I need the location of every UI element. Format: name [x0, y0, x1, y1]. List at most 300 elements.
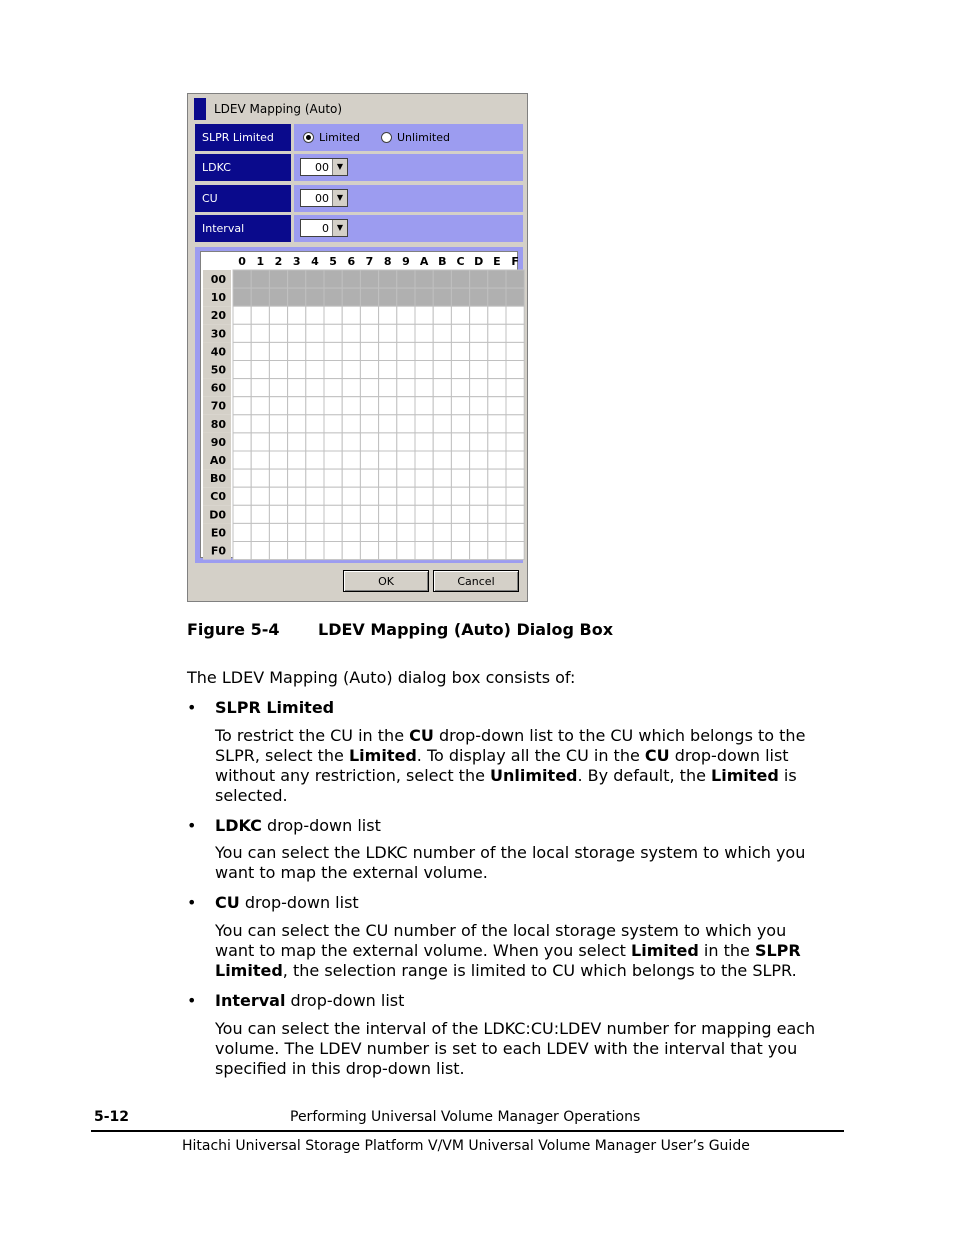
grid-cell[interactable]: [451, 415, 469, 433]
grid-cell[interactable]: [342, 270, 360, 288]
grid-cell[interactable]: [506, 505, 524, 523]
grid-cell[interactable]: [288, 415, 306, 433]
grid-cell[interactable]: [506, 487, 524, 505]
grid-cell[interactable]: [451, 523, 469, 541]
grid-cell[interactable]: [397, 288, 415, 306]
grid-cell[interactable]: [324, 469, 342, 487]
grid-cell[interactable]: [342, 342, 360, 360]
grid-cell[interactable]: [415, 361, 433, 379]
grid-cell[interactable]: [342, 361, 360, 379]
grid-cell[interactable]: [379, 523, 397, 541]
grid-cell[interactable]: [379, 288, 397, 306]
grid-cell[interactable]: [288, 288, 306, 306]
grid-cell[interactable]: [433, 361, 451, 379]
grid-cell[interactable]: [306, 270, 324, 288]
grid-cell[interactable]: [379, 361, 397, 379]
grid-cell[interactable]: [415, 469, 433, 487]
grid-cell[interactable]: [415, 324, 433, 342]
grid-cell[interactable]: [269, 415, 287, 433]
radio-limited[interactable]: [303, 131, 360, 144]
grid-cell[interactable]: [306, 288, 324, 306]
grid-cell[interactable]: [324, 433, 342, 451]
grid-cell[interactable]: [470, 505, 488, 523]
grid-cell[interactable]: [306, 505, 324, 523]
grid-cell[interactable]: [251, 324, 269, 342]
grid-cell[interactable]: [433, 469, 451, 487]
grid-cell[interactable]: [306, 379, 324, 397]
grid-cell[interactable]: [433, 523, 451, 541]
grid-cell[interactable]: [415, 306, 433, 324]
grid-cell[interactable]: [397, 361, 415, 379]
grid-cell[interactable]: [306, 469, 324, 487]
grid-cell[interactable]: [415, 397, 433, 415]
grid-cell[interactable]: [324, 523, 342, 541]
grid-cell[interactable]: [251, 306, 269, 324]
grid-cell[interactable]: [415, 505, 433, 523]
grid-cell[interactable]: [397, 487, 415, 505]
grid-cell[interactable]: [324, 415, 342, 433]
ldkc-dropdown[interactable]: [300, 158, 348, 176]
grid-cell[interactable]: [506, 324, 524, 342]
grid-cell[interactable]: [397, 451, 415, 469]
grid-cell[interactable]: [360, 415, 378, 433]
grid-cell[interactable]: [269, 523, 287, 541]
grid-cell[interactable]: [251, 542, 269, 560]
grid-cell[interactable]: [433, 487, 451, 505]
grid-cell[interactable]: [433, 288, 451, 306]
grid-row-header: 80: [210, 417, 226, 431]
grid-cell[interactable]: [324, 306, 342, 324]
grid-cell[interactable]: [288, 523, 306, 541]
grid-cell[interactable]: [397, 306, 415, 324]
grid-column-header: 8: [383, 255, 392, 268]
dialog-title-bar: [194, 98, 520, 120]
grid-cell[interactable]: [433, 505, 451, 523]
grid-cell[interactable]: [251, 523, 269, 541]
grid-cell[interactable]: [470, 379, 488, 397]
grid-row-header: F0: [210, 544, 226, 558]
ldev-mapping-dialog: [187, 93, 528, 602]
document-title: Hitachi Universal Storage Platform V/VM Universal Volume Manager User’s Guide: [182, 1138, 750, 1154]
grid-cell[interactable]: [251, 342, 269, 360]
ldkc-heading: LDKC drop-down list: [215, 816, 381, 835]
grid-cell[interactable]: [288, 379, 306, 397]
grid-cell[interactable]: [288, 451, 306, 469]
grid-cell[interactable]: [433, 542, 451, 560]
grid-cell[interactable]: [379, 270, 397, 288]
chevron-down-icon[interactable]: ▼: [332, 159, 347, 175]
grid-cell[interactable]: [324, 288, 342, 306]
grid-cell[interactable]: [433, 433, 451, 451]
grid-cell[interactable]: [342, 451, 360, 469]
grid-cell[interactable]: [433, 306, 451, 324]
grid-cell[interactable]: [233, 487, 251, 505]
grid-cell[interactable]: [288, 542, 306, 560]
grid-cell[interactable]: [288, 469, 306, 487]
grid-cell[interactable]: [433, 397, 451, 415]
ldev-grid[interactable]: [200, 251, 518, 558]
grid-cell[interactable]: [269, 361, 287, 379]
grid-cell[interactable]: [397, 542, 415, 560]
grid-cell[interactable]: [269, 324, 287, 342]
grid-cell[interactable]: [342, 306, 360, 324]
grid-cell[interactable]: [397, 415, 415, 433]
grid-cell[interactable]: [415, 523, 433, 541]
grid-cell[interactable]: [379, 379, 397, 397]
grid-cell[interactable]: [269, 288, 287, 306]
grid-row-header: 70: [210, 399, 226, 413]
radio-unlimited-label: Unlimited: [397, 131, 450, 144]
grid-cell[interactable]: [360, 433, 378, 451]
grid-cell[interactable]: [233, 505, 251, 523]
grid-cell[interactable]: [233, 379, 251, 397]
grid-cell[interactable]: [324, 505, 342, 523]
grid-cell[interactable]: [379, 342, 397, 360]
grid-cell[interactable]: [233, 469, 251, 487]
grid-cell[interactable]: [269, 342, 287, 360]
grid-cell[interactable]: [506, 397, 524, 415]
grid-cell[interactable]: [342, 523, 360, 541]
figure-number: Figure 5-4: [187, 620, 280, 639]
cu-value: 00: [315, 192, 329, 205]
grid-cell[interactable]: [470, 397, 488, 415]
grid-cell[interactable]: [379, 542, 397, 560]
grid-cell[interactable]: [488, 523, 506, 541]
grid-cell[interactable]: [470, 342, 488, 360]
grid-cell[interactable]: [433, 379, 451, 397]
grid-cell[interactable]: [415, 288, 433, 306]
grid-cell[interactable]: [342, 469, 360, 487]
grid-cell[interactable]: [379, 306, 397, 324]
grid-cell[interactable]: [342, 324, 360, 342]
grid-cell[interactable]: [360, 505, 378, 523]
grid-cell[interactable]: [451, 487, 469, 505]
grid-cell[interactable]: [470, 324, 488, 342]
grid-cell[interactable]: [451, 505, 469, 523]
grid-cell[interactable]: [251, 379, 269, 397]
grid-cell[interactable]: [251, 415, 269, 433]
grid-cell[interactable]: [360, 324, 378, 342]
grid-cell[interactable]: [360, 397, 378, 415]
ldev-grid-svg[interactable]: [201, 252, 517, 557]
grid-cell[interactable]: [269, 451, 287, 469]
grid-cell[interactable]: [415, 270, 433, 288]
grid-cell[interactable]: [470, 415, 488, 433]
grid-cell[interactable]: [451, 542, 469, 560]
grid-cell[interactable]: [306, 361, 324, 379]
grid-cell[interactable]: [324, 451, 342, 469]
grid-cell[interactable]: [306, 487, 324, 505]
grid-cell[interactable]: [451, 451, 469, 469]
chevron-down-icon[interactable]: ▼: [332, 220, 347, 236]
grid-cell[interactable]: [488, 415, 506, 433]
grid-cell[interactable]: [306, 451, 324, 469]
dialog-title: LDEV Mapping (Auto): [214, 102, 343, 116]
grid-cell[interactable]: [306, 397, 324, 415]
grid-cell[interactable]: [506, 379, 524, 397]
grid-cell[interactable]: [324, 542, 342, 560]
grid-cell[interactable]: [269, 542, 287, 560]
grid-cell[interactable]: [306, 306, 324, 324]
grid-cell[interactable]: [451, 397, 469, 415]
grid-cell[interactable]: [415, 542, 433, 560]
grid-cell[interactable]: [360, 306, 378, 324]
grid-cell[interactable]: [397, 433, 415, 451]
grid-row-header: E0: [210, 526, 226, 540]
grid-cell[interactable]: [451, 469, 469, 487]
grid-cell[interactable]: [288, 505, 306, 523]
grid-cell[interactable]: [397, 505, 415, 523]
grid-cell[interactable]: [233, 451, 251, 469]
grid-cell[interactable]: [288, 270, 306, 288]
grid-cell[interactable]: [451, 379, 469, 397]
grid-cell[interactable]: [397, 342, 415, 360]
grid-cell[interactable]: [470, 523, 488, 541]
grid-cell[interactable]: [379, 324, 397, 342]
grid-cell[interactable]: [506, 288, 524, 306]
grid-cell[interactable]: [306, 415, 324, 433]
grid-cell[interactable]: [306, 542, 324, 560]
grid-cell[interactable]: [470, 270, 488, 288]
grid-cell[interactable]: [470, 361, 488, 379]
grid-cell[interactable]: [470, 542, 488, 560]
grid-cell[interactable]: [506, 270, 524, 288]
grid-cell[interactable]: [451, 342, 469, 360]
grid-cell[interactable]: [488, 379, 506, 397]
chevron-down-icon[interactable]: ▼: [332, 190, 347, 206]
grid-cell[interactable]: [360, 469, 378, 487]
grid-cell[interactable]: [269, 379, 287, 397]
grid-cell[interactable]: [433, 415, 451, 433]
grid-cell[interactable]: [488, 342, 506, 360]
grid-cell[interactable]: [306, 433, 324, 451]
grid-cell[interactable]: [288, 342, 306, 360]
grid-cell[interactable]: [233, 523, 251, 541]
grid-column-header: 6: [347, 255, 356, 268]
grid-cell[interactable]: [379, 415, 397, 433]
grid-cell[interactable]: [415, 342, 433, 360]
grid-cell[interactable]: [251, 451, 269, 469]
grid-cell[interactable]: [506, 361, 524, 379]
grid-cell[interactable]: [251, 487, 269, 505]
grid-cell[interactable]: [233, 415, 251, 433]
grid-cell[interactable]: [506, 415, 524, 433]
grid-cell[interactable]: [342, 288, 360, 306]
grid-cell[interactable]: [288, 433, 306, 451]
grid-cell[interactable]: [360, 288, 378, 306]
grid-cell[interactable]: [488, 542, 506, 560]
grid-cell[interactable]: [506, 523, 524, 541]
grid-cell[interactable]: [306, 342, 324, 360]
grid-cell[interactable]: [324, 379, 342, 397]
grid-cell[interactable]: [288, 397, 306, 415]
grid-cell[interactable]: [488, 288, 506, 306]
grid-cell[interactable]: [488, 397, 506, 415]
grid-column-header: 5: [329, 255, 337, 268]
title-marker: [194, 98, 206, 120]
grid-cell[interactable]: [470, 469, 488, 487]
grid-cell[interactable]: [433, 270, 451, 288]
grid-cell[interactable]: [470, 451, 488, 469]
grid-cell[interactable]: [233, 342, 251, 360]
grid-cell[interactable]: [506, 542, 524, 560]
grid-cell[interactable]: [506, 469, 524, 487]
grid-cell[interactable]: [470, 306, 488, 324]
grid-column-header: F: [511, 255, 519, 268]
grid-cell[interactable]: [269, 397, 287, 415]
grid-cell[interactable]: [451, 306, 469, 324]
grid-cell[interactable]: [379, 433, 397, 451]
grid-cell[interactable]: [360, 342, 378, 360]
grid-cell[interactable]: [233, 361, 251, 379]
grid-cell[interactable]: [360, 379, 378, 397]
grid-cell[interactable]: [415, 433, 433, 451]
grid-cell[interactable]: [288, 361, 306, 379]
grid-cell[interactable]: [269, 487, 287, 505]
grid-cell[interactable]: [360, 542, 378, 560]
grid-cell[interactable]: [470, 288, 488, 306]
cu-description: You can select the CU number of the local storage system to which you want to map the external volume. When you select Limited in the SLPR Limited, the selection range is limited to CU which belongs to the SLPR.: [215, 921, 801, 980]
grid-cell[interactable]: [451, 288, 469, 306]
grid-cell[interactable]: [342, 397, 360, 415]
grid-cell[interactable]: [488, 487, 506, 505]
grid-cell[interactable]: [251, 469, 269, 487]
grid-cell[interactable]: [488, 451, 506, 469]
grid-cell[interactable]: [233, 433, 251, 451]
grid-cell[interactable]: [324, 397, 342, 415]
grid-cell[interactable]: [379, 487, 397, 505]
grid-cell[interactable]: [342, 433, 360, 451]
grid-cell[interactable]: [306, 324, 324, 342]
grid-cell[interactable]: [306, 523, 324, 541]
grid-cell[interactable]: [379, 469, 397, 487]
cu-label: CU: [195, 185, 291, 212]
grid-cell[interactable]: [506, 306, 524, 324]
grid-cell[interactable]: [233, 324, 251, 342]
grid-cell[interactable]: [470, 433, 488, 451]
grid-cell[interactable]: [288, 487, 306, 505]
grid-cell[interactable]: [488, 306, 506, 324]
grid-cell[interactable]: [251, 288, 269, 306]
grid-cell[interactable]: [506, 342, 524, 360]
grid-cell[interactable]: [506, 451, 524, 469]
ldkc-label: LDKC: [195, 154, 291, 181]
grid-cell[interactable]: [433, 324, 451, 342]
grid-cell[interactable]: [488, 433, 506, 451]
grid-cell[interactable]: [324, 324, 342, 342]
grid-cell[interactable]: [415, 451, 433, 469]
grid-cell[interactable]: [415, 379, 433, 397]
bullet: •: [187, 991, 197, 1010]
grid-cell[interactable]: [397, 379, 415, 397]
grid-cell[interactable]: [379, 505, 397, 523]
grid-cell[interactable]: [233, 542, 251, 560]
grid-cell[interactable]: [324, 270, 342, 288]
grid-cell[interactable]: [288, 324, 306, 342]
grid-cell[interactable]: [415, 487, 433, 505]
grid-cell[interactable]: [324, 361, 342, 379]
grid-cell[interactable]: [488, 505, 506, 523]
grid-cell[interactable]: [451, 270, 469, 288]
grid-cell[interactable]: [360, 523, 378, 541]
grid-cell[interactable]: [360, 361, 378, 379]
footer-divider: [91, 1130, 844, 1132]
grid-cell[interactable]: [269, 505, 287, 523]
grid-cell[interactable]: [488, 324, 506, 342]
grid-cell[interactable]: [360, 487, 378, 505]
radio-limited-label: Limited: [319, 131, 361, 144]
grid-cell[interactable]: [488, 361, 506, 379]
grid-cell[interactable]: [342, 505, 360, 523]
grid-cell[interactable]: [269, 306, 287, 324]
grid-cell[interactable]: [433, 342, 451, 360]
grid-cell[interactable]: [233, 306, 251, 324]
interval-dropdown[interactable]: [300, 219, 348, 237]
grid-cell[interactable]: [451, 433, 469, 451]
grid-cell[interactable]: [342, 379, 360, 397]
bullet: •: [187, 816, 197, 835]
grid-cell[interactable]: [360, 451, 378, 469]
radio-unlimited[interactable]: [381, 131, 450, 144]
grid-cell[interactable]: [269, 433, 287, 451]
grid-cell[interactable]: [397, 523, 415, 541]
grid-row-header: 20: [210, 309, 226, 323]
grid-cell[interactable]: [251, 433, 269, 451]
grid-cell[interactable]: [342, 415, 360, 433]
grid-cell[interactable]: [269, 270, 287, 288]
grid-cell[interactable]: [251, 397, 269, 415]
grid-cell[interactable]: [251, 270, 269, 288]
grid-cell[interactable]: [233, 397, 251, 415]
slpr-row: [195, 124, 523, 151]
grid-cell[interactable]: [233, 270, 251, 288]
grid-cell[interactable]: [415, 415, 433, 433]
grid-cell[interactable]: [288, 306, 306, 324]
grid-cell[interactable]: [379, 397, 397, 415]
grid-cell[interactable]: [506, 433, 524, 451]
grid-cell[interactable]: [342, 487, 360, 505]
grid-cell[interactable]: [470, 487, 488, 505]
ok-button[interactable]: OK: [343, 570, 429, 592]
grid-cell[interactable]: [269, 469, 287, 487]
interval-body: [294, 215, 523, 242]
grid-cell[interactable]: [488, 270, 506, 288]
grid-cell[interactable]: [397, 397, 415, 415]
grid-cell[interactable]: [397, 469, 415, 487]
grid-cell[interactable]: [379, 451, 397, 469]
ldkc-row: [195, 154, 523, 181]
grid-cell[interactable]: [397, 270, 415, 288]
grid-cell[interactable]: [488, 469, 506, 487]
grid-cell[interactable]: [451, 324, 469, 342]
grid-cell[interactable]: [360, 270, 378, 288]
grid-row-header: 00: [210, 273, 226, 286]
grid-cell[interactable]: [342, 542, 360, 560]
grid-column-header: E: [493, 255, 501, 268]
grid-cell[interactable]: [433, 451, 451, 469]
grid-cell[interactable]: [451, 361, 469, 379]
grid-cell[interactable]: [324, 487, 342, 505]
page-number: 5-12: [94, 1109, 130, 1125]
cu-dropdown[interactable]: [300, 189, 348, 207]
grid-row-header: 30: [210, 327, 226, 341]
grid-cell[interactable]: [397, 324, 415, 342]
grid-cell[interactable]: [233, 288, 251, 306]
cancel-button[interactable]: Cancel: [433, 570, 519, 592]
grid-cell[interactable]: [324, 342, 342, 360]
grid-cell[interactable]: [251, 361, 269, 379]
grid-cell[interactable]: [251, 505, 269, 523]
